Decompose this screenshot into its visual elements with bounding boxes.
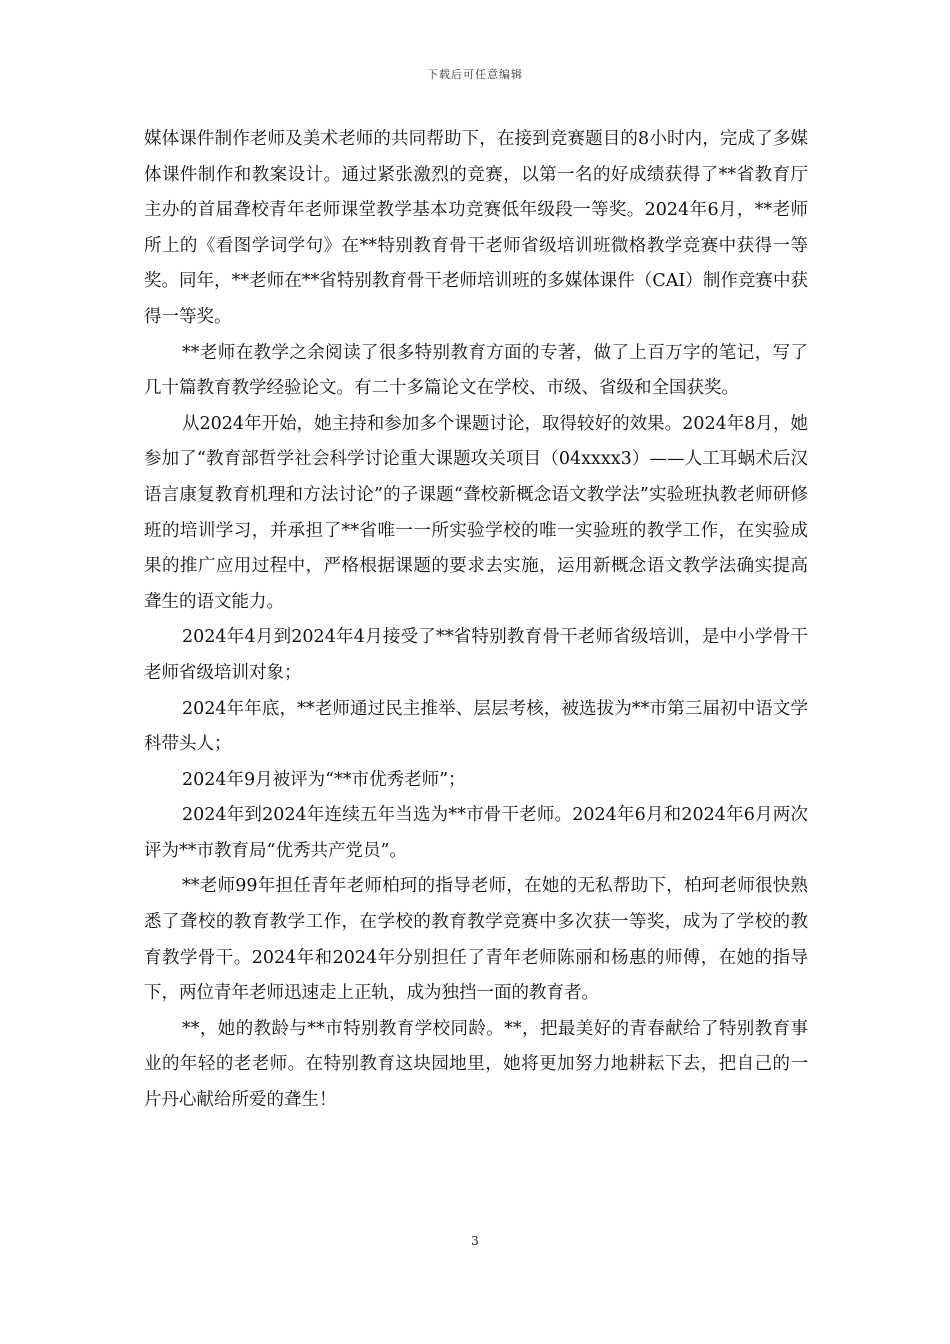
paragraph-excellent-teacher: 2024年9月被评为“**市优秀老师”； [182, 769, 466, 790]
paragraph-backbone-teacher: 2024年到2024年连续五年当选为**市骨干老师。2024年6月和2024年6月两次评为**市教育局“优秀共产党员”。 [144, 805, 808, 861]
page-number: 3 [471, 1234, 479, 1248]
paragraph-research: **老师在教学之余阅读了很多特别教育方面的专著，做了上百万字的笔记，写了几十篇教育教学经验论文。有二十多篇论文在学校、市级、省级和全国获奖。 [144, 342, 808, 399]
document-body [144, 122, 808, 1119]
paragraph-closing: **，她的教龄与**市特别教育学校同龄。**，把最美好的青春献给了特别教育事业的年轻的老老师。在特别教育这块园地里，她将更加努力地耕耘下去，把自己的一片丹心献给所爱的聋生！ [144, 1018, 808, 1111]
paragraph-mentoring: **老师99年担任青年老师柏珂的指导老师，在她的无私帮助下，柏珂老师很快熟悉了聋校的教育教学工作，在学校的教育教学竞赛中多次获一等奖，成为了学校的教育教学骨干。2024年和2024年分别担任了青年老师陈丽和杨惠的师傅，在她的指导下，两位青年老师迅速走上正轨，成为独挡一面的教育者。 [144, 876, 808, 1004]
paragraph-subject-leader: 2024年年底，**老师通过民主推举、层层考核，被选拔为**市第三届初中语文学科带头人； [144, 698, 808, 755]
paragraph-continuation: 媒体课件制作老师及美术老师的共同帮助下，在接到竞赛题目的8小时内，完成了多媒体课件制作和教案设计。通过紧张激烈的竞赛，以第一名的好成绩获得了**省教育厅主办的首届聋校青年老师课堂教学基本功竞赛低年级段一等奖。2024年6月，**老师所上的《看图学词学句》在**特别教育骨干老师省级培训班微格教学竞赛中获得一等奖。同年，**老师在**省特别教育骨干老师培训班的多媒体课件（CAI）制作竞赛中获得一等奖。 [144, 129, 808, 327]
paragraph-training: 2024年4月到2024年4月接受了**省特别教育骨干老师省级培训，是中小学骨干老师省级培训对象； [144, 627, 808, 683]
paragraph-projects: 从2024年开始，她主持和参加多个课题讨论，取得较好的效果。2024年8月，她参加了“教育部哲学社会科学讨论重大课题攻关项目（04xxxx3）——人工耳蜗术后汉语言康复教育机理和方法讨论”的子课题“聋校新概念语文教学法”实验班执教老师研修班的培训学习，并承担了**省唯一一所实验学校的唯一实验班的教学工作，在实验成果的推广应用过程中，严格根据课题的要求去实施，运用新概念语文教学法确实提高聋生的语文能力。 [144, 413, 808, 612]
header-note: 下载后可任意编辑 [427, 68, 523, 81]
